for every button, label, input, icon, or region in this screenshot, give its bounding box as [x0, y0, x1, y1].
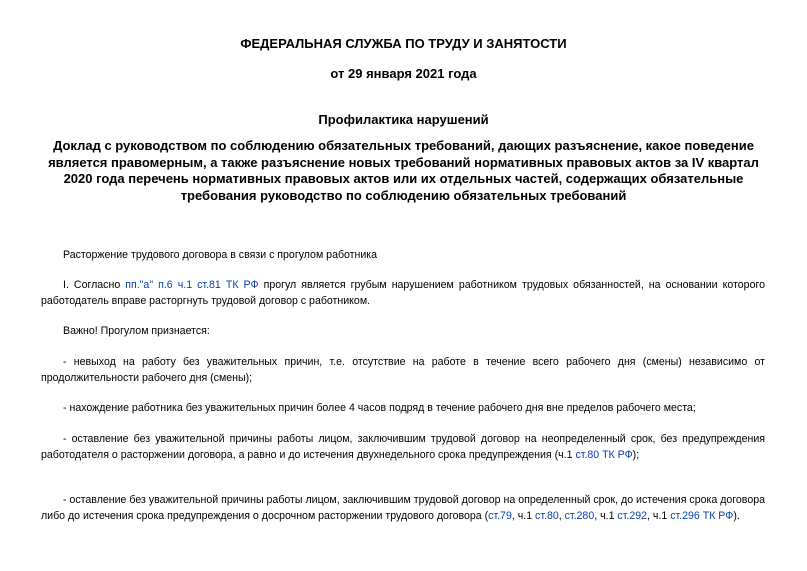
document-date: от 29 января 2021 года [330, 66, 477, 81]
list-item: - нахождение работника без уважительных причин более 4 часов подряд в течение рабочего дня вне пределов рабочего места; [63, 402, 696, 414]
list-item [41, 431, 765, 463]
list-item [41, 492, 765, 524]
paragraph-text: , ч.1 [647, 510, 671, 522]
law-reference-link[interactable]: ст.280 [564, 510, 595, 522]
paragraph-text: - оставление без уважительной причины работы лицом, заключившим трудовой договор на определенный срок, до истечения срока договора либо до истечения срока предупреждения о досрочном расторжении трудового договора ( [41, 494, 765, 522]
section-heading-paragraph: Расторжение трудового договора в связи с прогулом работника [63, 249, 378, 261]
list-item: - невыход на работу без уважительных причин, т.е. отсутствие на работе в течение всего рабочего дня (смены) независимо от продолжительности рабочего дня (смены); [41, 356, 765, 384]
law-reference-link[interactable]: ст.79 [488, 510, 512, 522]
law-reference-link[interactable]: пп."а" п.6 ч.1 ст.81 ТК РФ [125, 279, 259, 291]
law-reference-link[interactable]: ст.292 [617, 510, 647, 522]
paragraph-legal-basis [41, 277, 765, 309]
document-title: Доклад с руководством по соблюдению обязательных требований, дающих разъяснение, какое поведение является правомерным, а также разъяснение новых требований нормативных правовых актов за IV квартал 2020 года перечень нормативных правовых актов или их отдельных частей, содержащих обязательные требования руководство по соблюдению обязательных требований [48, 138, 759, 203]
law-reference-link[interactable]: ст.80 ТК РФ [575, 449, 633, 461]
paragraph-text: , ч.1 [511, 510, 536, 522]
organization-heading: ФЕДЕРАЛЬНАЯ СЛУЖБА ПО ТРУДУ И ЗАНЯТОСТИ [240, 36, 567, 51]
paragraph-text: I. Согласно [63, 279, 126, 291]
paragraph-text: - оставление без уважительной причины работы лицом, заключившим трудовой договор на неопределенный срок, без предупреждения работодателя о расторжении договора, а равно и до истечения двухнедельного срока предупреждения (ч.1 [41, 433, 765, 461]
topic-heading: Профилактика нарушений [318, 112, 489, 127]
paragraph-text: прогул является грубым нарушением работником трудовых обязанностей, на основании которого работодатель вправе расторгнуть трудовой договор с работником. [41, 279, 765, 307]
law-reference-link[interactable]: ст.80 [535, 510, 559, 522]
paragraph-text: , ч.1 [594, 510, 618, 522]
paragraph-text: , [558, 510, 565, 522]
important-note: Важно! Прогулом признается: [63, 325, 210, 337]
paragraph-text: ); [632, 449, 640, 461]
paragraph-text: ). [733, 510, 740, 522]
law-reference-link[interactable]: ст.296 ТК РФ [670, 510, 734, 522]
